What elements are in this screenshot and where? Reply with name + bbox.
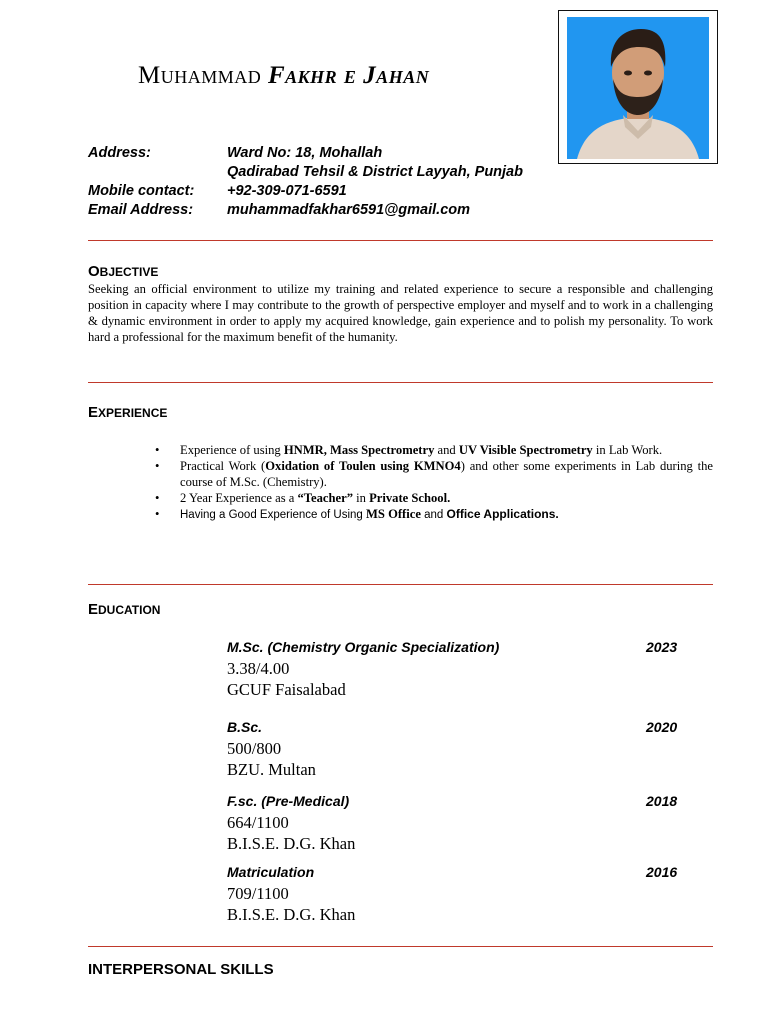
bullet-icon: • (155, 458, 160, 473)
objective-heading (88, 263, 158, 281)
education-degree-title: Matriculation (227, 864, 315, 880)
bullet-icon: • (155, 443, 160, 457)
education-institute: GCUF Faisalabad (227, 680, 346, 699)
divider-1 (88, 240, 713, 241)
experience-heading (88, 404, 167, 422)
experience-item (155, 507, 713, 524)
skills-heading: INTERPERSONAL SKILLS (88, 961, 274, 978)
experience-text: Experience of using (180, 443, 284, 457)
experience-list (155, 443, 713, 524)
profile-photo-frame (558, 10, 718, 164)
divider-2 (88, 382, 713, 383)
name-first: Muhammad (138, 62, 262, 89)
education-year: 2020 (646, 719, 678, 735)
candidate-name (138, 62, 429, 90)
address-line-2: Qadirabad Tehsil & District Layyah, Punjab (227, 164, 523, 180)
email-label: Email Address: (88, 202, 194, 218)
portrait-illustration (567, 17, 709, 159)
experience-text: and (420, 508, 447, 521)
experience-bold: Office Applications. (446, 506, 559, 521)
experience-item (155, 491, 713, 507)
experience-bold: Private School. (369, 490, 451, 505)
experience-bold: “Teacher” (297, 490, 353, 505)
bullet-icon: • (155, 506, 160, 521)
experience-bold: HNMR, Mass Spectrometry (283, 443, 435, 457)
education-score: 709/1100 (227, 884, 289, 903)
education-score: 500/800 (227, 739, 282, 758)
education-institute: B.I.S.E. D.G. Khan (227, 834, 356, 853)
experience-text: Having a Good Experience of Using (180, 508, 367, 521)
divider-4 (88, 946, 713, 947)
education-score: 664/1100 (227, 813, 289, 832)
profile-photo (567, 17, 709, 159)
education-year: 2016 (646, 864, 678, 880)
experience-text: 2 Year Experience as a (180, 490, 298, 505)
education-degree-title: B.Sc. (227, 719, 263, 735)
education-institute: B.I.S.E. D.G. Khan (227, 905, 356, 924)
experience-bold: Oxidation of Toulen using KMNO4 (265, 458, 461, 473)
experience-bold: UV Visible Spectrometry (458, 443, 593, 457)
education-year: 2018 (646, 793, 678, 809)
education-degree-title: M.Sc. (Chemistry Organic Specialization) (227, 639, 500, 655)
bullet-icon: • (155, 490, 160, 505)
address-label: Address: (88, 145, 151, 161)
experience-item (155, 443, 713, 459)
experience-text: in (353, 490, 370, 505)
education-heading-first: E (88, 601, 99, 618)
experience-item (155, 459, 713, 491)
education-heading-rest: DUCATION (98, 603, 161, 617)
experience-bold: MS Office (366, 506, 421, 521)
email-value: muhammadfakhar6591@gmail.com (227, 202, 471, 218)
experience-text: and (434, 443, 459, 457)
objective-text: Seeking an official environment to utilize my training and related experience to secure a responsible and challenging position in capacity where I may contribute to the growth of perspective employer and myself and to work in a challenging & dynamic environment in order to apply my acquired knowledge, gain experience and to polish my personality. To work hard a professional for the maximum benefit of the humanity. (88, 282, 713, 344)
education-heading (88, 601, 160, 619)
experience-text: ) and other some experiments in Lab during the course of M.Sc. (Chemistry). (180, 458, 713, 489)
address-line-1: Ward No: 18, Mohallah (227, 145, 383, 161)
experience-text: in Lab Work. (592, 443, 663, 457)
mobile-value: +92-309-071-6591 (227, 183, 347, 199)
name-last: Fakhr e Jahan (267, 62, 430, 89)
experience-heading-first: E (88, 404, 99, 421)
experience-heading-rest: XPERIENCE (98, 406, 168, 420)
experience-text: Practical Work ( (180, 458, 266, 473)
education-score: 3.38/4.00 (227, 659, 290, 678)
mobile-label: Mobile contact: (88, 183, 195, 199)
education-institute: BZU. Multan (227, 760, 316, 779)
education-degree-title: F.sc. (Pre-Medical) (227, 793, 350, 809)
divider-3 (88, 584, 713, 585)
education-year: 2023 (646, 639, 678, 655)
objective-heading-rest: BJECTIVE (99, 265, 159, 279)
objective-heading-first: O (88, 263, 100, 280)
